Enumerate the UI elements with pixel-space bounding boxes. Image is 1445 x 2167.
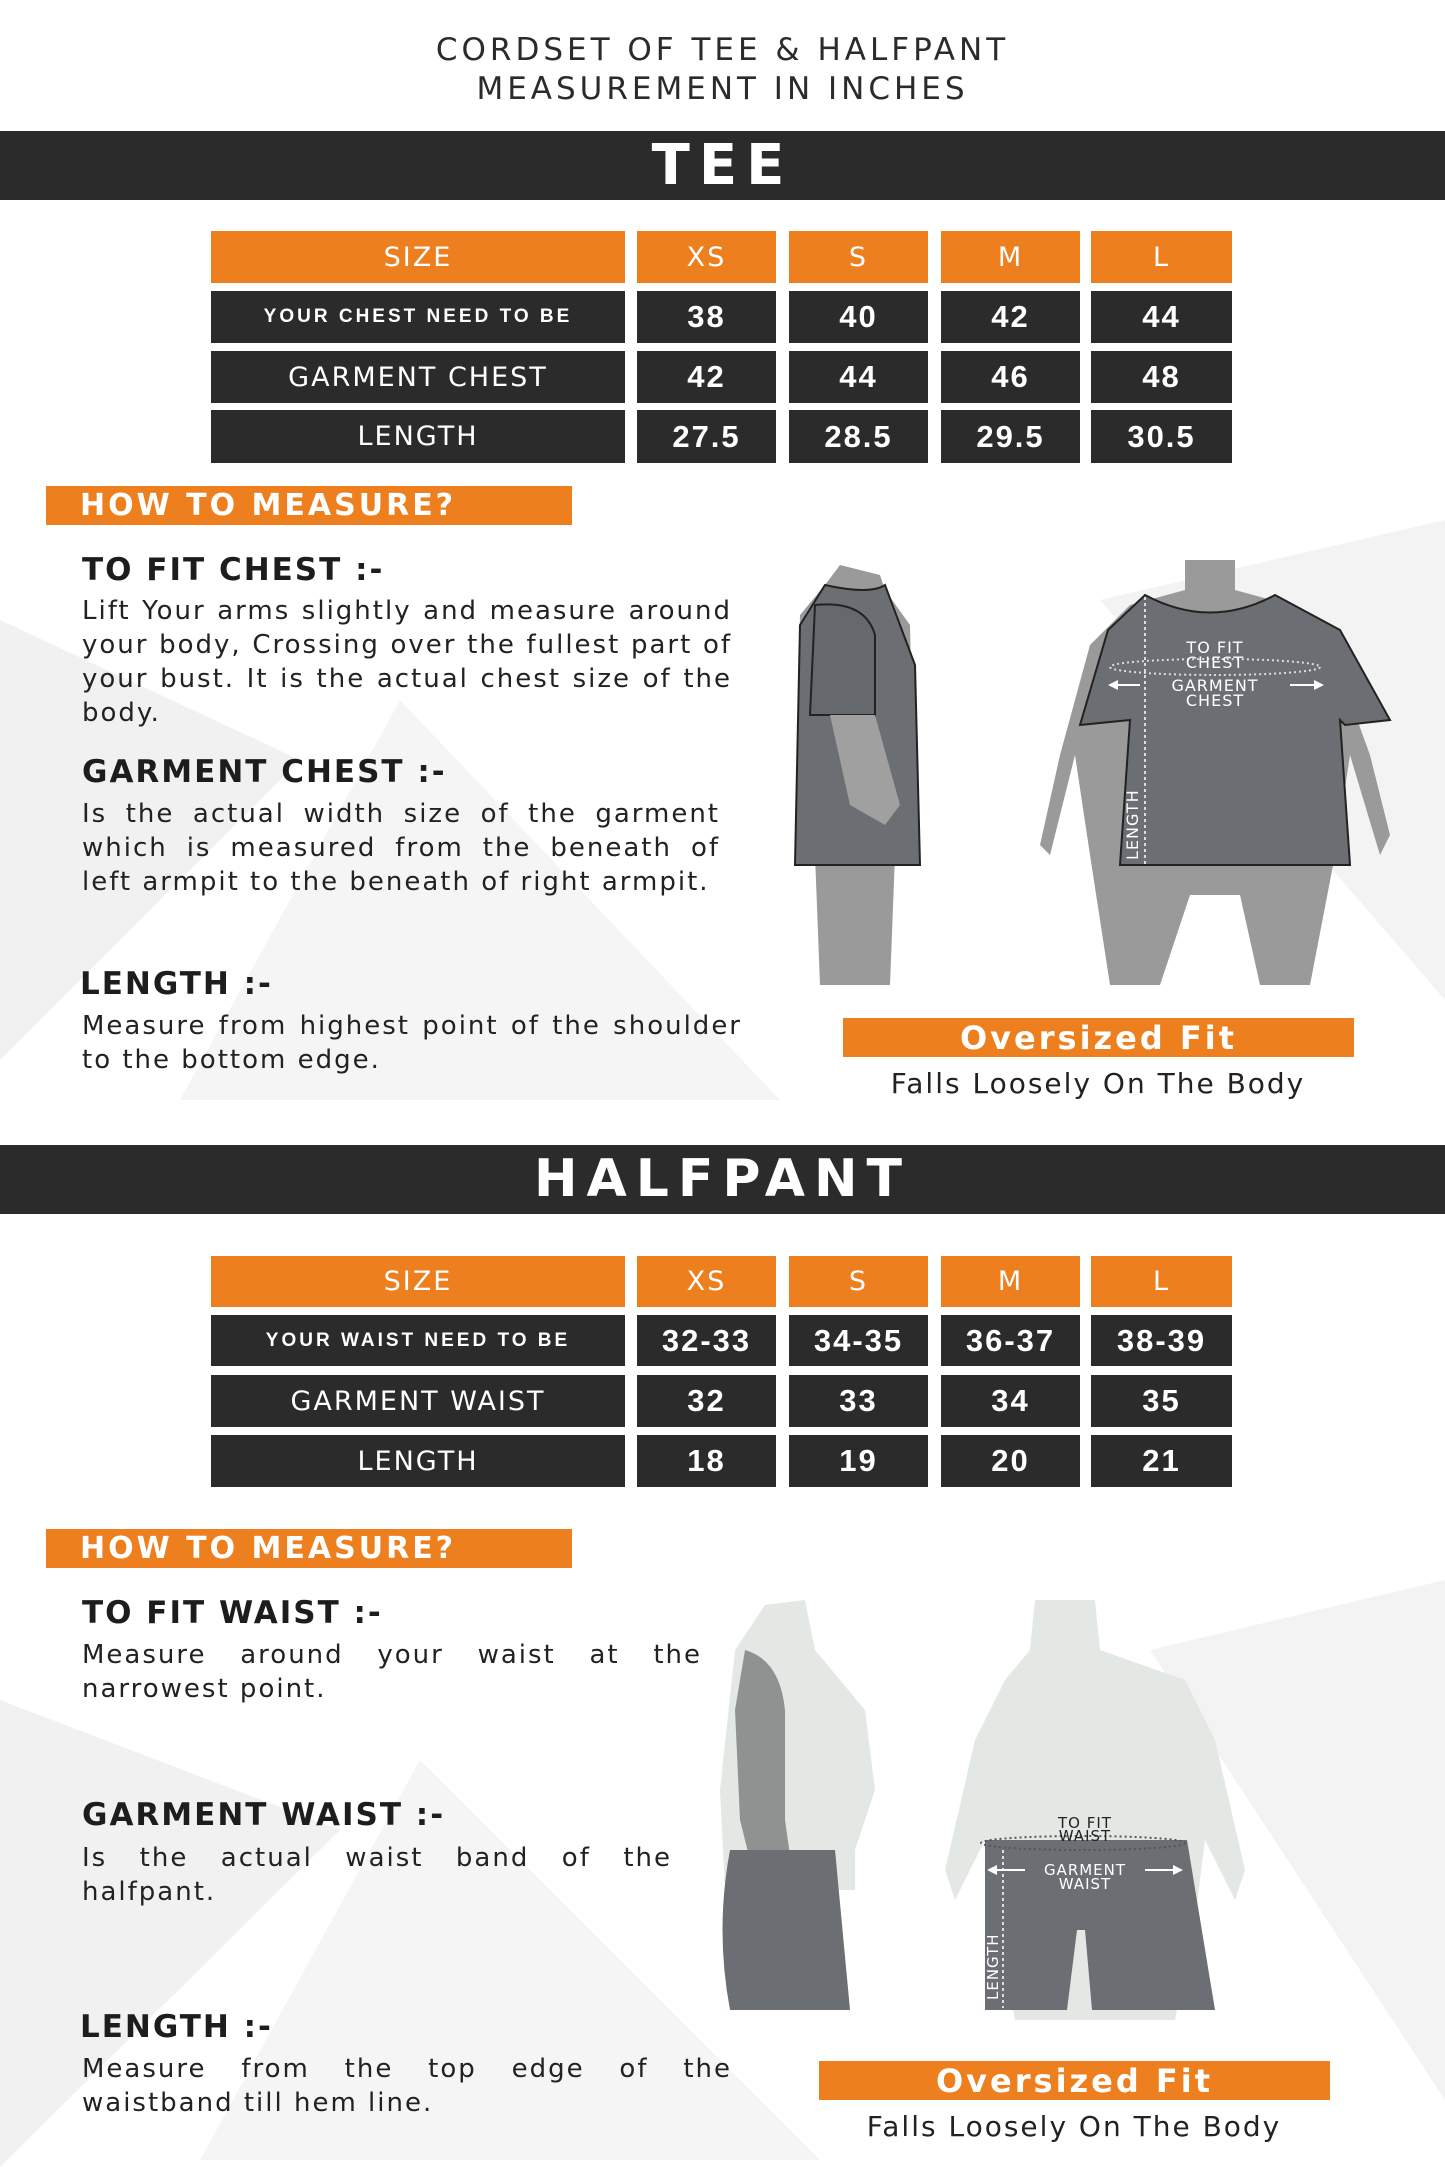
page-title-line1: CORDSET OF TEE & HALFPANT xyxy=(435,32,1010,68)
section-body: Lift Your arms slightly and measure around your body, Crossing over the fullest part of your bust. It is the actual chest size of the body. xyxy=(82,596,732,728)
table-header-s: S xyxy=(789,231,928,283)
tee-measurement-illustration xyxy=(790,555,1410,990)
diagram-length-label: LENGTH xyxy=(984,1933,1002,2000)
table-header-m: M xyxy=(941,1256,1080,1307)
table-cell: 32 xyxy=(637,1375,776,1427)
diagram-garment-label: GARMENT xyxy=(1043,1861,1127,1879)
table-cell: 44 xyxy=(789,351,928,403)
section-heading: LENGTH :- xyxy=(80,966,273,1002)
table-cell: 35 xyxy=(1091,1375,1232,1427)
table-header-xs: XS xyxy=(637,231,776,283)
tee-section-band: TEE xyxy=(0,131,1445,200)
table-header-size: SIZE xyxy=(211,1256,625,1307)
table-cell: 19 xyxy=(789,1435,928,1487)
diagram-length-label: LENGTH xyxy=(1123,789,1142,860)
section-heading: GARMENT WAIST :- xyxy=(82,1797,446,1833)
table-cell: 40 xyxy=(789,291,928,343)
section-body: Measure from the top edge of the waistband till hem line. xyxy=(82,2054,732,2118)
diagram-waist-label: WAIST xyxy=(1058,1827,1112,1845)
fit-type-badge: Oversized Fit xyxy=(819,2061,1330,2100)
table-cell: 38-39 xyxy=(1091,1315,1232,1366)
table-header-xs: XS xyxy=(637,1256,776,1307)
table-cell: 46 xyxy=(941,351,1080,403)
halfpant-section-band: HALFPANT xyxy=(0,1145,1445,1214)
row-label-chest-need: YOUR CHEST NEED TO BE xyxy=(211,291,625,343)
table-cell: 20 xyxy=(941,1435,1080,1487)
diagram-to-fit-label: TO FIT xyxy=(1186,638,1244,657)
section-heading: GARMENT CHEST :- xyxy=(82,754,447,790)
diagram-garment-chest-label: CHEST xyxy=(1185,691,1245,710)
halfpant-measurement-illustration xyxy=(705,1590,1405,2025)
table-cell: 44 xyxy=(1091,291,1232,343)
table-cell: 18 xyxy=(637,1435,776,1487)
table-cell: 34 xyxy=(941,1375,1080,1427)
section-body: Measure from highest point of the shoulder to the bottom edge. xyxy=(82,1011,742,1075)
section-heading: LENGTH :- xyxy=(80,2009,273,2045)
fit-description: Falls Loosely On The Body xyxy=(866,2110,1282,2143)
row-label-waist-need: YOUR WAIST NEED TO BE xyxy=(211,1315,625,1366)
table-header-s: S xyxy=(789,1256,928,1307)
section-body: Is the actual width size of the garment which is measured from the beneath of left armpit to the beneath of right armpit. xyxy=(82,799,720,897)
section-heading: TO FIT WAIST :- xyxy=(82,1595,383,1631)
how-to-measure-label: HOW TO MEASURE? xyxy=(46,486,572,525)
section-body: Is the actual waist band of the halfpant. xyxy=(82,1843,672,1907)
section-heading: TO FIT CHEST :- xyxy=(82,552,385,588)
row-label-length: LENGTH xyxy=(211,410,625,463)
diagram-to-fit-label: TO FIT xyxy=(1058,1814,1112,1832)
table-cell: 42 xyxy=(941,291,1080,343)
table-cell: 36-37 xyxy=(941,1315,1080,1366)
table-header-size: SIZE xyxy=(211,231,625,283)
table-cell: 21 xyxy=(1091,1435,1232,1487)
diagram-garment-label: GARMENT xyxy=(1171,676,1259,695)
table-cell: 30.5 xyxy=(1091,410,1232,463)
table-header-m: M xyxy=(941,231,1080,283)
table-header-l: L xyxy=(1091,1256,1232,1307)
table-cell: 27.5 xyxy=(637,410,776,463)
table-cell: 32-33 xyxy=(637,1315,776,1366)
table-cell: 29.5 xyxy=(941,410,1080,463)
table-cell: 28.5 xyxy=(789,410,928,463)
table-cell: 42 xyxy=(637,351,776,403)
page-title-line2: MEASUREMENT IN INCHES xyxy=(476,71,969,107)
table-cell: 34-35 xyxy=(789,1315,928,1366)
table-cell: 33 xyxy=(789,1375,928,1427)
fit-type-badge: Oversized Fit xyxy=(843,1018,1354,1057)
fit-description: Falls Loosely On The Body xyxy=(890,1067,1306,1100)
table-header-l: L xyxy=(1091,231,1232,283)
row-label-length: LENGTH xyxy=(211,1435,625,1487)
row-label-garment-waist: GARMENT WAIST xyxy=(211,1375,625,1427)
row-label-garment-chest: GARMENT CHEST xyxy=(211,351,625,403)
table-cell: 38 xyxy=(637,291,776,343)
diagram-chest-label: CHEST xyxy=(1185,653,1245,672)
diagram-garment-waist-label: WAIST xyxy=(1058,1875,1112,1893)
section-body: Measure around your waist at the narrowest point. xyxy=(82,1640,702,1704)
how-to-measure-label: HOW TO MEASURE? xyxy=(46,1529,572,1568)
table-cell: 48 xyxy=(1091,351,1232,403)
